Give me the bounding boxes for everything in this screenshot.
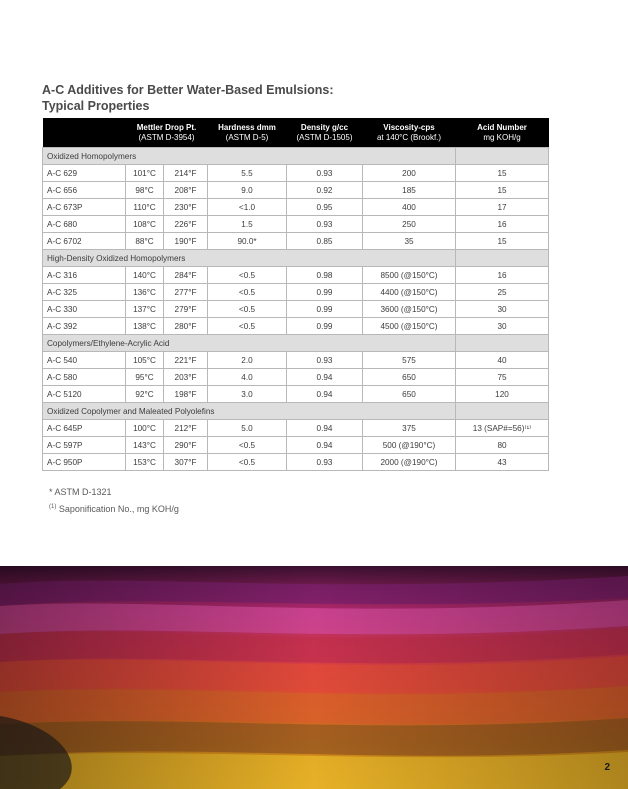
cell-hardness: <0.5: [208, 318, 287, 335]
cell-density: 0.94: [287, 437, 363, 454]
section-title-spacer: [456, 403, 549, 420]
cell-product: A-C 656: [43, 182, 126, 199]
header-drop-point: [126, 118, 208, 148]
cell-f: 190°F: [164, 233, 208, 250]
section-row: [43, 335, 549, 352]
table-row: [43, 267, 549, 284]
cell-product: A-C 5120: [43, 386, 126, 403]
header-drop-point-sub: (ASTM D-3954): [138, 132, 195, 142]
header-density-label: Density g/cc: [300, 122, 349, 132]
header-acid-sub: mg KOH/g: [483, 132, 521, 142]
page-number: 2: [604, 762, 610, 773]
page-title: [42, 82, 462, 114]
cell-hardness: <0.5: [208, 301, 287, 318]
cell-f: 307°F: [164, 454, 208, 471]
yarn-photo: [0, 566, 628, 789]
cell-acid: 80: [456, 437, 549, 454]
cell-product: A-C 597P: [43, 437, 126, 454]
cell-c: 153°C: [126, 454, 164, 471]
cell-acid: 16: [456, 216, 549, 233]
footnote-astm: * ASTM D-1321: [49, 487, 112, 497]
cell-viscosity: 650: [363, 386, 456, 403]
cell-density: 0.93: [287, 352, 363, 369]
section-title-spacer: [456, 250, 549, 267]
cell-f: 279°F: [164, 301, 208, 318]
cell-hardness: 2.0: [208, 352, 287, 369]
cell-density: 0.95: [287, 199, 363, 216]
cell-c: 101°C: [126, 165, 164, 182]
cell-product: A-C 629: [43, 165, 126, 182]
cell-density: 0.94: [287, 369, 363, 386]
cell-f: 284°F: [164, 267, 208, 284]
cell-product: A-C 6702: [43, 233, 126, 250]
cell-viscosity: 200: [363, 165, 456, 182]
cell-c: 95°C: [126, 369, 164, 386]
table-row: [43, 284, 549, 301]
cell-c: 105°C: [126, 352, 164, 369]
table-body: [43, 148, 549, 471]
cell-viscosity: 400: [363, 199, 456, 216]
cell-acid: 43: [456, 454, 549, 471]
cell-product: A-C 950P: [43, 454, 126, 471]
cell-viscosity: 375: [363, 420, 456, 437]
cell-product: A-C 316: [43, 267, 126, 284]
section-title: Oxidized Homopolymers: [43, 148, 456, 165]
section-title-spacer: [456, 335, 549, 352]
cell-acid: 15: [456, 233, 549, 250]
cell-c: 98°C: [126, 182, 164, 199]
cell-density: 0.94: [287, 386, 363, 403]
table-row: [43, 233, 549, 250]
cell-acid: 40: [456, 352, 549, 369]
cell-density: 0.99: [287, 301, 363, 318]
header-hardness-label: Hardness dmm: [218, 122, 276, 132]
cell-hardness: 9.0: [208, 182, 287, 199]
cell-f: 208°F: [164, 182, 208, 199]
section-title: Copolymers/Ethylene-Acrylic Acid: [43, 335, 456, 352]
section-title: Oxidized Copolymer and Maleated Polyolefins: [43, 403, 456, 420]
section-row: [43, 148, 549, 165]
cell-viscosity: 575: [363, 352, 456, 369]
cell-hardness: <0.5: [208, 267, 287, 284]
cell-viscosity: 8500 (@150°C): [363, 267, 456, 284]
cell-product: A-C 645P: [43, 420, 126, 437]
cell-viscosity: 250: [363, 216, 456, 233]
cell-acid: 120: [456, 386, 549, 403]
cell-product: A-C 673P: [43, 199, 126, 216]
footnote-saponification: [49, 500, 179, 517]
cell-viscosity: 500 (@190°C): [363, 437, 456, 454]
header-viscosity-label: Viscosity-cps: [383, 122, 435, 132]
section-title-spacer: [456, 148, 549, 165]
cell-f: 212°F: [164, 420, 208, 437]
table-header: [43, 118, 549, 148]
cell-viscosity: 2000 (@190°C): [363, 454, 456, 471]
cell-f: 230°F: [164, 199, 208, 216]
table-row: [43, 420, 549, 437]
cell-density: 0.99: [287, 284, 363, 301]
cell-density: 0.92: [287, 182, 363, 199]
cell-product: A-C 580: [43, 369, 126, 386]
cell-hardness: <1.0: [208, 199, 287, 216]
cell-product: A-C 325: [43, 284, 126, 301]
cell-c: 137°C: [126, 301, 164, 318]
table-row: [43, 216, 549, 233]
table-row: [43, 386, 549, 403]
cell-hardness: 3.0: [208, 386, 287, 403]
cell-acid: 30: [456, 318, 549, 335]
cell-f: 221°F: [164, 352, 208, 369]
cell-density: 0.94: [287, 420, 363, 437]
header-drop-point-label: Mettler Drop Pt.: [136, 122, 197, 132]
cell-hardness: <0.5: [208, 437, 287, 454]
header-density-sub: (ASTM D-1505): [296, 132, 353, 142]
table-row: [43, 199, 549, 216]
cell-c: 88°C: [126, 233, 164, 250]
cell-hardness: 5.5: [208, 165, 287, 182]
header-density: [287, 118, 363, 148]
cell-c: 100°C: [126, 420, 164, 437]
cell-viscosity: 4400 (@150°C): [363, 284, 456, 301]
header-viscosity: [363, 118, 456, 148]
cell-viscosity: 650: [363, 369, 456, 386]
table-row: [43, 182, 549, 199]
cell-f: 290°F: [164, 437, 208, 454]
cell-f: 226°F: [164, 216, 208, 233]
footnote-saponification-text: Saponification No., mg KOH/g: [58, 504, 179, 514]
table-row: [43, 454, 549, 471]
cell-c: 140°C: [126, 267, 164, 284]
cell-acid: 75: [456, 369, 549, 386]
cell-density: 0.85: [287, 233, 363, 250]
cell-acid: 25: [456, 284, 549, 301]
title-line-2: Typical Properties: [42, 99, 150, 113]
section-row: [43, 250, 549, 267]
cell-acid: 15: [456, 182, 549, 199]
cell-f: 203°F: [164, 369, 208, 386]
cell-hardness: 1.5: [208, 216, 287, 233]
footnote-marker: (1): [49, 504, 57, 510]
footnotes: [49, 485, 179, 517]
cell-hardness: 5.0: [208, 420, 287, 437]
table-row: [43, 352, 549, 369]
header-viscosity-sub: at 140°C (Brookf.): [376, 132, 442, 142]
properties-table: [42, 118, 549, 471]
cell-viscosity: 3600 (@150°C): [363, 301, 456, 318]
cell-acid: 16: [456, 267, 549, 284]
table-row: [43, 318, 549, 335]
header-product: [43, 118, 126, 148]
cell-f: 198°F: [164, 386, 208, 403]
title-line-1: A-C Additives for Better Water-Based Emulsions:: [42, 83, 334, 97]
cell-hardness: <0.5: [208, 284, 287, 301]
cell-product: A-C 330: [43, 301, 126, 318]
cell-density: 0.99: [287, 318, 363, 335]
cell-c: 143°C: [126, 437, 164, 454]
section-title: High-Density Oxidized Homopolymers: [43, 250, 456, 267]
cell-f: 214°F: [164, 165, 208, 182]
header-hardness: [208, 118, 287, 148]
cell-density: 0.93: [287, 454, 363, 471]
table-row: [43, 165, 549, 182]
table-row: [43, 437, 549, 454]
cell-c: 108°C: [126, 216, 164, 233]
header-hardness-sub: (ASTM D-5): [225, 132, 269, 142]
cell-c: 92°C: [126, 386, 164, 403]
cell-density: 0.93: [287, 216, 363, 233]
cell-hardness: 90.0*: [208, 233, 287, 250]
header-acid-number: [456, 118, 549, 148]
cell-viscosity: 185: [363, 182, 456, 199]
cell-acid: 17: [456, 199, 549, 216]
cell-viscosity: 35: [363, 233, 456, 250]
table-row: [43, 369, 549, 386]
table-row: [43, 301, 549, 318]
cell-acid: 13 (SAP#=56)⁽¹⁾: [456, 420, 549, 437]
cell-acid: 30: [456, 301, 549, 318]
cell-density: 0.98: [287, 267, 363, 284]
cell-hardness: <0.5: [208, 454, 287, 471]
cell-c: 138°C: [126, 318, 164, 335]
section-row: [43, 403, 549, 420]
cell-product: A-C 540: [43, 352, 126, 369]
cell-product: A-C 680: [43, 216, 126, 233]
yarn-photo-image: [0, 566, 628, 789]
cell-c: 110°C: [126, 199, 164, 216]
cell-viscosity: 4500 (@150°C): [363, 318, 456, 335]
cell-product: A-C 392: [43, 318, 126, 335]
header-acid-label: Acid Number: [477, 122, 527, 132]
cell-density: 0.93: [287, 165, 363, 182]
cell-c: 136°C: [126, 284, 164, 301]
cell-hardness: 4.0: [208, 369, 287, 386]
cell-acid: 15: [456, 165, 549, 182]
cell-f: 277°F: [164, 284, 208, 301]
cell-f: 280°F: [164, 318, 208, 335]
